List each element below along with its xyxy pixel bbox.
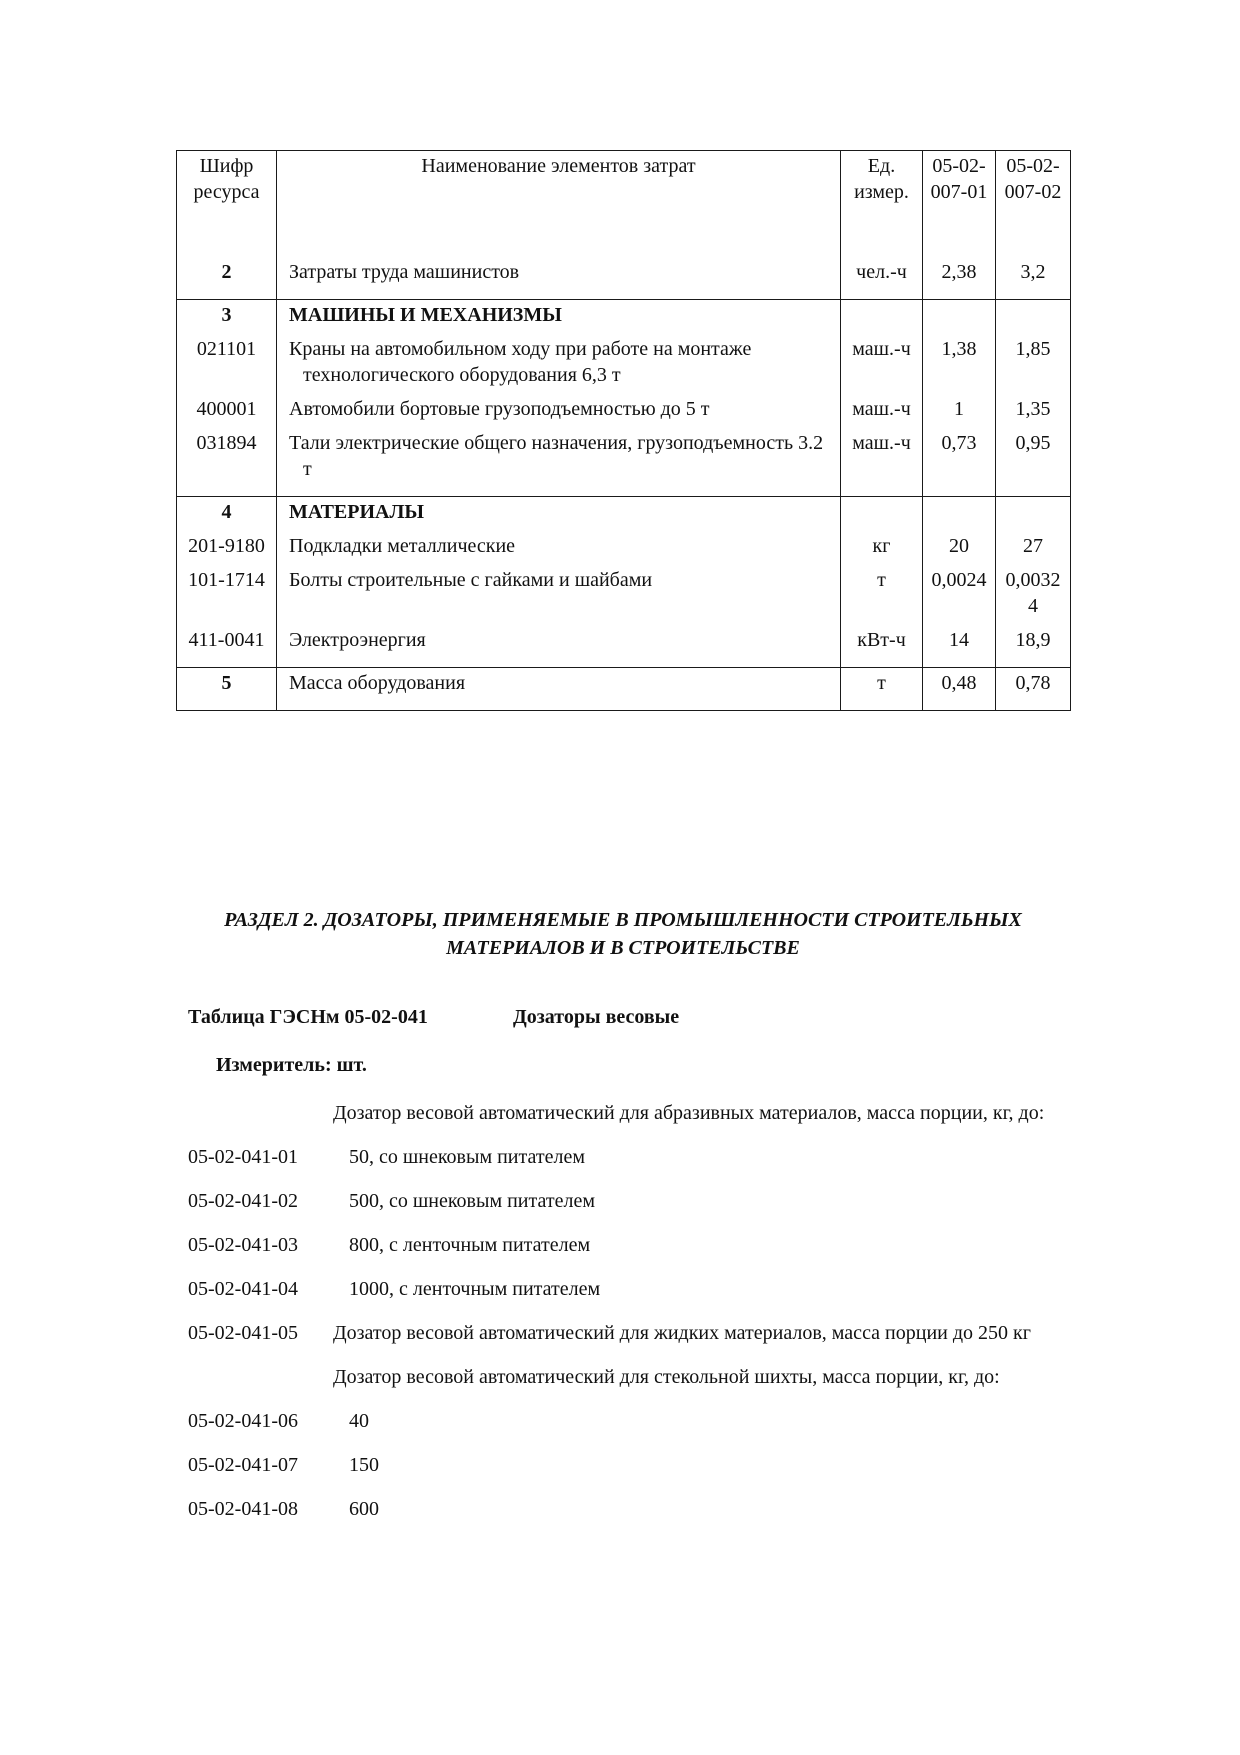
- item-code: 05-02-041-02: [188, 1190, 298, 1212]
- item-code: 05-02-041-04: [188, 1278, 298, 1300]
- list-item: [188, 1452, 1068, 1478]
- labor-code: 2: [177, 259, 277, 300]
- item-description: 600: [349, 1498, 379, 1520]
- section-name: МАТЕРИАЛЫ: [277, 497, 841, 526]
- mass-row: [177, 668, 1071, 711]
- labor-row: [177, 259, 1071, 300]
- row-code: 400001: [177, 388, 277, 422]
- labor-name: Затраты труда машинистов: [277, 259, 841, 300]
- row-unit: кВт-ч: [841, 619, 923, 668]
- list-item: [188, 1276, 1068, 1302]
- row-v1: 1: [923, 388, 996, 422]
- table-caption: [188, 1004, 679, 1030]
- table-row: [177, 619, 1071, 668]
- header-code: Шифр ресурса: [177, 151, 277, 260]
- row-v2: 1,85: [996, 328, 1071, 388]
- list-item: [188, 1100, 1068, 1126]
- list-item: [188, 1496, 1068, 1522]
- item-description: Дозатор весовой автоматический для стекольной шихты, масса порции, кг, до:: [333, 1366, 1000, 1388]
- mass-name: Масса оборудования: [277, 668, 841, 711]
- item-code: 05-02-041-08: [188, 1498, 298, 1520]
- row-name: Болты строительные с гайками и шайбами: [277, 559, 841, 619]
- row-unit: т: [841, 559, 923, 619]
- table-caption-title: Дозаторы весовые: [513, 1006, 680, 1028]
- row-code: 021101: [177, 328, 277, 388]
- item-code: 05-02-041-05: [188, 1322, 298, 1344]
- header-col2: 05-02-007-02: [996, 151, 1071, 260]
- resource-table: [176, 150, 1071, 711]
- row-unit: маш.-ч: [841, 388, 923, 422]
- measure-unit: Измеритель: шт.: [216, 1054, 367, 1076]
- list-item: [188, 1188, 1068, 1214]
- items-list: [188, 1100, 1068, 1540]
- item-description: 800, с ленточным питателем: [349, 1234, 591, 1256]
- header-col1: 05-02-007-01: [923, 151, 996, 260]
- row-v1: 20: [923, 525, 996, 559]
- row-unit: кг: [841, 525, 923, 559]
- item-description: 150: [349, 1454, 379, 1476]
- row-unit: маш.-ч: [841, 422, 923, 497]
- section-title-line2: МАТЕРИАЛОВ И В СТРОИТЕЛЬСТВЕ: [446, 937, 800, 959]
- item-code: 05-02-041-01: [188, 1146, 298, 1168]
- labor-v1: 2,38: [923, 259, 996, 300]
- row-v2: 27: [996, 525, 1071, 559]
- row-code: 411-0041: [177, 619, 277, 668]
- item-code: [188, 1364, 333, 1390]
- row-name: Краны на автомобильном ходу при работе на монтаже технологического оборудования 6,3 т: [289, 338, 752, 386]
- list-item: [188, 1144, 1068, 1170]
- section-title: [176, 906, 1070, 962]
- row-name: Тали электрические общего назначения, грузоподъемность 3.2 т: [289, 432, 824, 480]
- mass-unit: т: [841, 668, 923, 711]
- item-description: Дозатор весовой автоматический для абразивных материалов, масса порции, кг, до:: [333, 1102, 1045, 1124]
- item-description: 1000, с ленточным питателем: [349, 1278, 601, 1300]
- row-v2: 0,00324: [996, 559, 1071, 619]
- labor-unit: чел.-ч: [841, 259, 923, 300]
- row-code: 201-9180: [177, 525, 277, 559]
- item-description: 500, со шнековым питателем: [349, 1190, 595, 1212]
- table-caption-label: Таблица ГЭСНм 05-02-041: [188, 1006, 428, 1028]
- row-v2: 18,9: [996, 619, 1071, 668]
- section-row-materials: [177, 497, 1071, 526]
- row-v2: 1,35: [996, 388, 1071, 422]
- labor-v2: 3,2: [996, 259, 1071, 300]
- section-name: МАШИНЫ И МЕХАНИЗМЫ: [277, 300, 841, 329]
- list-item: [188, 1232, 1068, 1258]
- section-title-line1: РАЗДЕЛ 2. ДОЗАТОРЫ, ПРИМЕНЯЕМЫЕ В ПРОМЫШЛЕННОСТИ СТРОИТЕЛЬНЫХ: [224, 909, 1022, 931]
- row-v1: 1,38: [923, 328, 996, 388]
- table-header-row: [177, 151, 1071, 260]
- header-name: Наименование элементов затрат: [277, 151, 841, 260]
- mass-v1: 0,48: [923, 668, 996, 711]
- list-item: [188, 1320, 1068, 1346]
- item-description: 50, со шнековым питателем: [349, 1146, 585, 1168]
- row-v1: 0,0024: [923, 559, 996, 619]
- list-item: [188, 1364, 1068, 1390]
- item-code: [188, 1100, 333, 1126]
- item-description: Дозатор весовой автоматический для жидких материалов, масса порции до 250 кг: [333, 1322, 1031, 1344]
- row-name: Электроэнергия: [277, 619, 841, 668]
- section-code: 3: [177, 300, 277, 329]
- section-row-machines: [177, 300, 1071, 329]
- row-name: Подкладки металлические: [277, 525, 841, 559]
- row-name: Автомобили бортовые грузоподъемностью до 5 т: [289, 398, 710, 420]
- row-code: 031894: [177, 422, 277, 497]
- table-row: [177, 422, 1071, 497]
- mass-v2: 0,78: [996, 668, 1071, 711]
- section-code: 4: [177, 497, 277, 526]
- row-v2: 0,95: [996, 422, 1071, 497]
- item-code: 05-02-041-03: [188, 1234, 298, 1256]
- item-code: 05-02-041-07: [188, 1454, 298, 1476]
- header-unit: Ед. измер.: [841, 151, 923, 260]
- list-item: [188, 1408, 1068, 1434]
- table-row: [177, 388, 1071, 422]
- table-row: [177, 328, 1071, 388]
- table-row: [177, 559, 1071, 619]
- row-code: 101-1714: [177, 559, 277, 619]
- table-row: [177, 525, 1071, 559]
- mass-code: 5: [177, 668, 277, 711]
- item-description: 40: [349, 1410, 369, 1432]
- row-unit: маш.-ч: [841, 328, 923, 388]
- row-v1: 0,73: [923, 422, 996, 497]
- row-v1: 14: [923, 619, 996, 668]
- item-code: 05-02-041-06: [188, 1410, 298, 1432]
